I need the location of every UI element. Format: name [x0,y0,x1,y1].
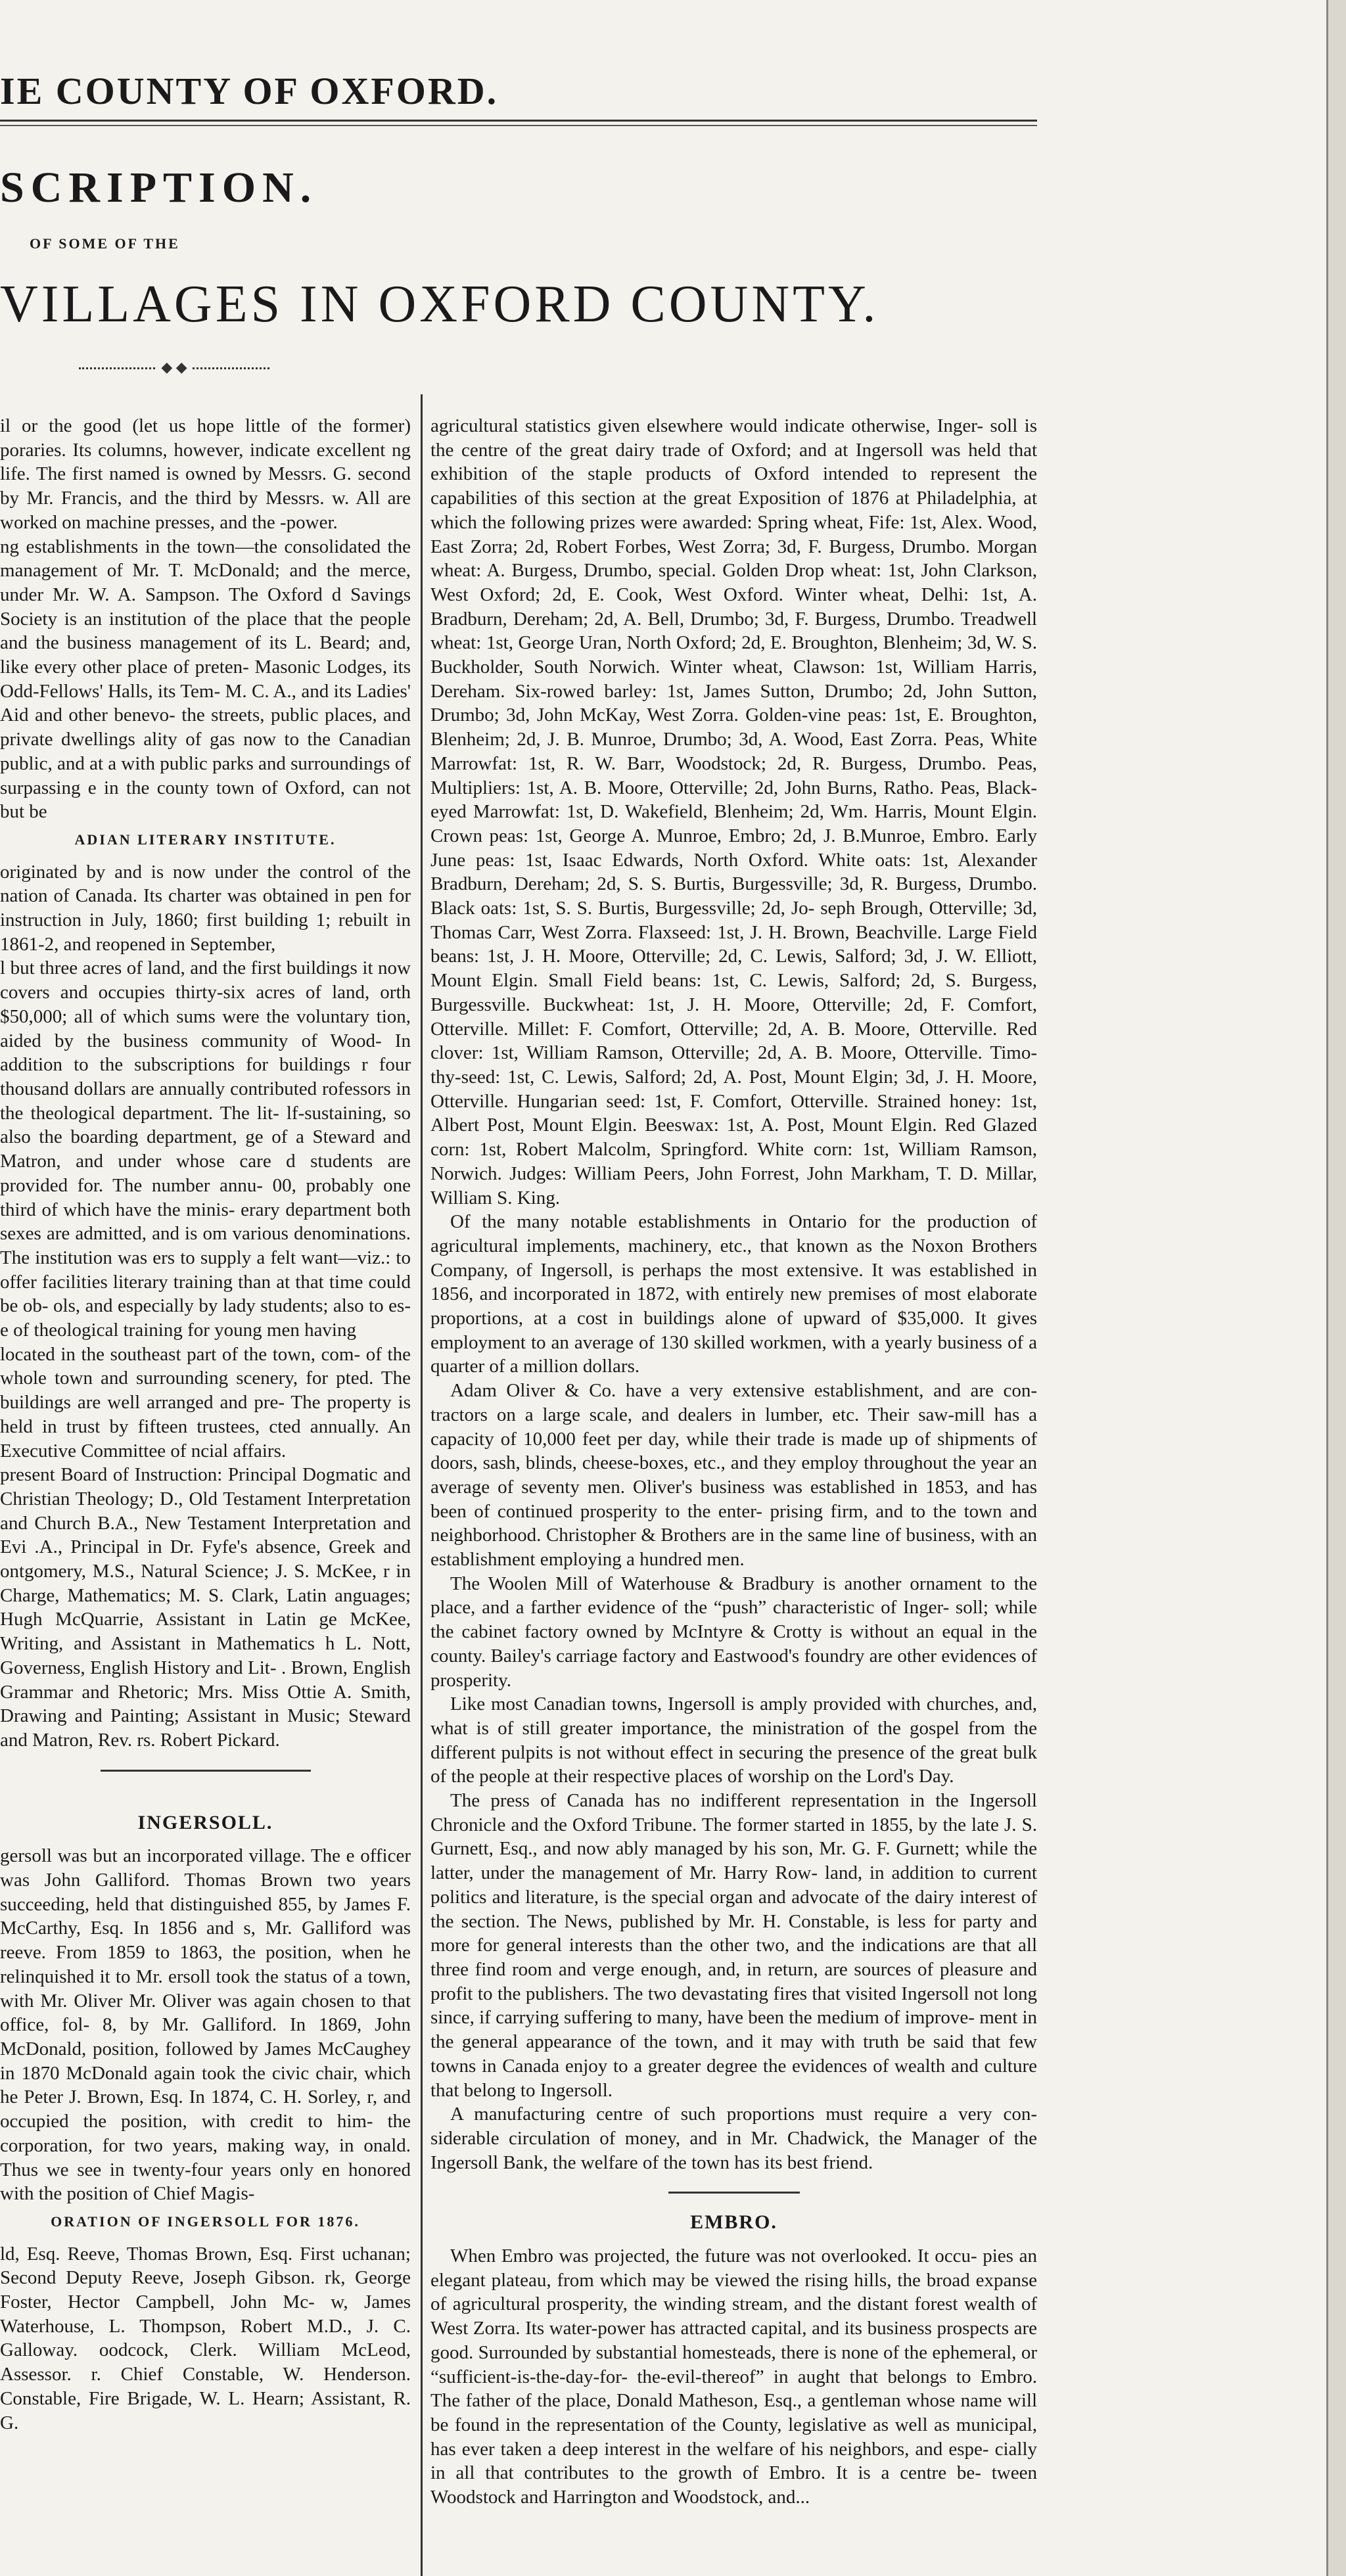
left-paragraph: il or the good (let us hope little of the former) poraries. Its columns, however, indicate excellent ng life. The first named is owned by Messrs. G. second by Mr. Francis, and the third by Messrs. w. All are worked on machine presses, and the -power. [0,415,411,533]
masthead-rule-top [0,120,1037,122]
section-title: SCRIPTION. [0,164,318,212]
right-paragraph: Like most Canadian towns, Ingersoll is amply provided with churches, and, what is of still greater importance, the ministration of the gospel from the different pulpits is not without effect in securing the presence of the great bulk of the people at their respective places of worship on the Lord's Day. [430,1693,1037,1787]
masthead-rule-bottom [0,125,1037,126]
left-paragraph: ng establishments in the town—the consolidated the management of Mr. T. McDonald; and the merce, under Mr. W. A. Sampson. The Oxford d Savings Society is an institution of the place that the people and the business management of its L. Beard; and, like every other place of preten- Masonic Lodges, its Odd-Fellows' Halls, its Tem- M. C. A., and its Ladies' Aid and other benevo- the streets, public places, and private dwellings ality of gas now to the Canadian public, and at a with public parks and surroundings of surpassing e in the county town of Oxford, can not but be [0,536,411,823]
section-subheading: OF SOME OF THE [30,235,180,252]
ingersoll-heading: INGERSOLL. [137,1811,273,1833]
right-paragraph: agricultural statistics given elsewhere would indicate otherwise, Inger- soll is the centre of the great dairy trade of Oxford; and at Ingersoll was held that exhibition of the staple products of Oxford intended to represent the capabilities of this section at the great Exposition of 1876 at Philadelphia, at which the following prizes were awarded: Spring wheat, Fife: 1st, Alex. Wood, East Zorra; 2d, Robert Forbes, West Zorra; 3d, F. Burgess, Drumbo. Morgan wheat: A. Burgess, Drumbo, special. Golden Drop wheat: 1st, John Clarkson, West Oxford; 2d, E. Cook, West Oxford. Winter wheat, Delhi: 1st, A. Bradburn, Dereham; 2d, A. Bell, Drumbo; 3d, F. Burgess, Drumbo. Treadwell wheat: 1st, George Uran, North Oxford; 2d, E. Broughton, Blenheim; 3d, W. S. Buckholder, South Norwich. Winter wheat, Clawson: 1st, William Harris, Dereham. Six-rowed barley: 1st, James Sutton, Drumbo; 2d, John Sutton, Drumbo; 3d, John McKay, West Zorra. Golden-vine peas: 1st, E. Broughton, Blenheim; 2d, J. B. Munroe, Drumbo; 3d, A. Wood, East Zorra. Peas, White Marrowfat: 1st, R. W. Barr, Woodstock; 2d, R. Burgess, Drumbo. Peas, Multipliers: 1st, A. B. Moore, Otterville; 2d, John Burns, Ratho. Peas, Black-eyed Marrowfat: 1st, D. Wakefield, Blenheim; 2d, Wm. Harris, Mount Elgin. Crown peas: 1st, George A. Munroe, Embro; 2d, J. B.Munroe, Embro. Early June peas: 1st, Isaac Edwards, North Oxford. White oats: 1st, Alexander Bradburn, Dereham; 2d, S. S. Burtis, Burgessville; 3d, R. Burgess, Drumbo. Black oats: 1st, S. S. Burtis, Burgessville; 2d, Jo- seph Brough, Otterville; 3d, Thomas Carr, West Zorra. Flaxseed: 1st, J. H. Brown, Beachville. Large Field beans: 1st, J. H. Moore, Otterville; 2d, C. Lewis, Salford; 3d, J. W. Elliott, Mount Elgin. Small Field beans: 1st, C. Lewis, Salford; 2d, S. Burgess, Burgessville. Buckwheat: 1st, J. H. Moore, Otterville; 2d, F. Comfort, Otterville. Millet: F. Comfort, Otterville; 2d, A. B. Moore, Otterville. Red clover: 1st, William Ramson, Otterville; 2d, A. B. Moore, Otterville. Timo- thy-seed: 1st, C. Lewis, Salford; 2d, A. Post, Mount Elgin; 3d, J. H. Moore, Otterville. Hungarian seed: 1st, F. Comfort, Otterville. Strained honey: 1st, Albert Post, Mount Elgin. Beeswax: 1st, A. Post, Mount Elgin. Red Glazed corn: 1st, Robert Malcolm, Springford. White corn: 1st, William Ramson, Norwich. Judges: William Peers, John Forrest, John Markham, T. D. Millar, William S. King. [430,415,1037,1208]
right-paragraph: Adam Oliver & Co. have a very extensive establishment, and are con- tractors on a large scale, and dealers in lumber, etc. Their saw-mill has a capacity of 10,000 feet per day, while their trade is made up of shipments of doors, sash, blinds, cheese-boxes, etc., and they employ throughout the year an average of seventy men. Oliver's business was established in 1853, and has been of continued prosperity to the enter- prising firm, and to the town and neighborhood. Christopher & Brothers are in the same line of business, with an establishment employing a hundred men. [430,1380,1037,1571]
section-rule [668,2192,800,2194]
left-paragraph: ld, Esq. Reeve, Thomas Brown, Esq. First uchanan; Second Deputy Reeve, Joseph Gibson. rk, George Foster, Hector Campbell, John Mc- w, James Waterhouse, L. Thompson, Robert M.D., J. C. Galloway. oodcock, Clerk. William McLeod, Assessor. r. Chief Constable, W. Henderson. Constable, Fire Brigade, W. L. Hearn; Assistant, R. G. [0,2243,411,2433]
right-column [430,414,1037,2510]
right-paragraph: Of the many notable establishments in Ontario for the production of agricultural implements, machinery, etc., that known as the Noxon Brothers Company, of Ingersoll, is perhaps the most extensive. It was established in 1856, and incorporated in 1872, with entirely new premises of most elaborate proportions, at a cost in buildings alone of upward of $35,000. It gives employment to an average of 130 skilled workmen, with a yearly business of a quarter of a million dollars. [430,1211,1037,1377]
masthead-title: IE COUNTY OF OXFORD. [0,70,499,112]
institute-heading: ADIAN LITERARY INSTITUTE. [74,831,336,848]
embro-heading: EMBRO. [690,2211,777,2234]
left-paragraph: gersoll was but an incorporated village. The e officer was John Galliford. Thomas Brown two years succeeding, held that distinguished 855, by James F. McCarthy, Esq. In 1856 and s, Mr. Galliford was reeve. From 1859 to 1863, the position, when he relinquished it to Mr. ersoll took the status of a town, with Mr. Oliver Mr. Oliver was again chosen to that office, fol- 8, by Mr. Galliford. In 1869, John McDonald, position, followed by James McCaughey in 1870 McDonald again took the civic chair, which he Peter J. Brown, Esq. In 1874, C. H. Sorley, r, and occupied the position, with credit to him- the corporation, for two years, making way, in onald. Thus we see in twenty-four years only en honored with the position of Chief Magis- [0,1845,411,2205]
left-column [0,414,411,2435]
left-paragraph: originated by and is now under the control of the nation of Canada. Its charter was obtained in pen for instruction in July, 1860; first building 1; rebuilt in 1861-2, and reopened in September, [0,861,411,955]
section-rule [101,1770,311,1772]
right-paragraph: When Embro was projected, the future was not overlooked. It occu- pies an elegant plateau, from which may be viewed the rising hills, the broad expanse of agricultural prosperity, the winding stream, and the distant forest wealth of West Zorra. Its water-power has attracted capital, and its business prospects are good. Surrounded by substantial homesteads, there is none of the ephemeral, or “sufficient-is-the-day-for- the-evil-thereof” in aught that belongs to Embro. The father of the place, Donald Matheson, Esq., a gentleman whose name will be found in the representation of the County, legislative as well as municipal, has ever taken a deep interest in the welfare of his neighbors, and espe- cially in all that contributes to the growth of Embro. It is a centre be- tween Woodstock and Harrington and Woodstock, and... [430,2245,1037,2508]
ornament-divider: ◆ ◆ [79,363,269,371]
left-paragraph: located in the southeast part of the town, com- of the whole town and surrounding scenery, for pted. The buildings are well arranged and pre- The property is held in trust by fifteen trustees, cted annually. An Executive Committee of ncial affairs. [0,1343,411,1461]
column-divider [421,394,423,2576]
corporation-heading: ORATION OF INGERSOLL FOR 1876. [51,2213,360,2230]
right-paragraph: The press of Canada has no indifferent representation in the Ingersoll Chronicle and the Oxford Tribune. The former started in 1855, by the late J. S. Gurnett, Esq., and now ably managed by his son, Mr. G. F. Gurnett; while the latter, under the management of Mr. Harry Row- land, in addition to current politics and literature, is the special organ and advocate of the dairy interest of the section. The News, published by Mr. H. Constable, is less for party and more for general interests than the other two, and the indications are that all three find room and verge enough, and, in return, are sources of pleasure and profit to the publishers. The two devastating fires that visited Ingersoll not long since, if carrying suffering to many, have been the medium of improve- ment in the general appearance of the town, and it may with truth be said that few towns in Canada enjoy to a greater degree the evidences of wealth and culture that belong to Ingersoll. [430,1790,1037,2101]
left-paragraph: l but three acres of land, and the first buildings it now covers and occupies thirty-six acres of land, orth $50,000; all of which sums were the voluntary tion, aided by the business community of Wood- In addition to the subscriptions for buildings r four thousand dollars are annually contributed rofessors in the theological department. The lit- lf-sustaining, so also the boarding department, ge of a Steward and Matron, and under whose care d students are provided for. The number annu- 00, probably one third of which have the minis- erary department both sexes are admitted, and is om various denominations. The institution was ers to supply a felt want—viz.: to offer facilities literary training than at that time could be ob- ols, and especially by lady students; also to es- e of theological training for young men having [0,957,411,1341]
page-edge [1326,0,1346,2576]
right-paragraph: A manufacturing centre of such proportions must require a very con- siderable circulation of money, and in Mr. Chadwick, the Manager of the Ingersoll Bank, the welfare of the town has its best friend. [430,2104,1037,2173]
main-heading: VILLAGES IN OXFORD COUNTY. [0,275,879,333]
right-paragraph: The Woolen Mill of Waterhouse & Bradbury is another ornament to the place, and a farther evidence of the “push” characteristic of Inger- soll; while the cabinet factory owned by McIntyre & Crotty is without an equal in the county. Bailey's carriage factory and Eastwood's foundry are other evidences of prosperity. [430,1573,1037,1691]
left-paragraph: present Board of Instruction: Principal Dogmatic and Christian Theology; D., Old Testament Interpretation and Church B.A., New Testament Interpretation and Evi .A., Principal in Dr. Fyfe's absence, Greek and ontgomery, M.S., Natural Science; J. S. McKee, r in Charge, Mathematics; M. S. Clark, Latin anguages; Hugh McQuarrie, Assistant in Latin ge McKee, Writing, and Assistant in Mathematics h L. Nott, Governess, English History and Lit- . Brown, English Grammar and Rhetoric; Mrs. Miss Ottie A. Smith, Drawing and Painting; Assistant in Music; Steward and Matron, Rev. rs. Robert Pickard. [0,1464,411,1751]
